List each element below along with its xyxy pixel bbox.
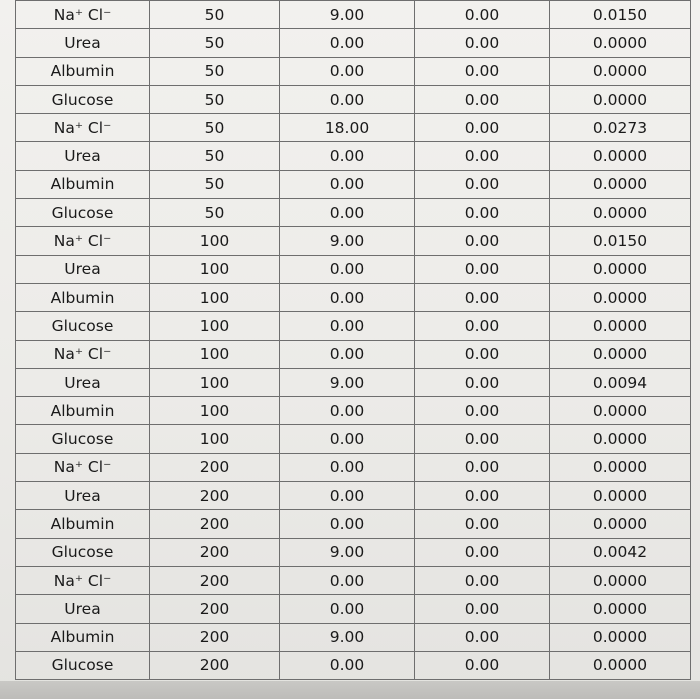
pressure-cell: 0.00	[415, 312, 550, 340]
mwco-cell: 200	[150, 538, 280, 566]
mwco-cell: 50	[150, 114, 280, 142]
solute-cell: Urea	[16, 482, 150, 510]
solute-cell: Glucose	[16, 199, 150, 227]
rate-cell: 0.0000	[550, 57, 691, 85]
mwco-cell: 100	[150, 283, 280, 311]
concentration-cell: 0.00	[280, 566, 415, 594]
table-row	[16, 227, 691, 255]
pressure-cell: 0.00	[415, 142, 550, 170]
rate-cell: 0.0000	[550, 199, 691, 227]
mwco-cell: 200	[150, 623, 280, 651]
solute-cell: Glucose	[16, 425, 150, 453]
rate-cell: 0.0000	[550, 566, 691, 594]
concentration-cell: 0.00	[280, 283, 415, 311]
table-row	[16, 340, 691, 368]
mwco-cell: 100	[150, 368, 280, 396]
table-row	[16, 312, 691, 340]
rate-cell: 0.0042	[550, 538, 691, 566]
mwco-cell: 200	[150, 453, 280, 481]
solute-cell: Urea	[16, 255, 150, 283]
concentration-cell: 0.00	[280, 425, 415, 453]
pressure-cell: 0.00	[415, 538, 550, 566]
table-row	[16, 114, 691, 142]
pressure-cell: 0.00	[415, 227, 550, 255]
pressure-cell: 0.00	[415, 368, 550, 396]
pressure-cell: 0.00	[415, 623, 550, 651]
pressure-cell: 0.00	[415, 57, 550, 85]
concentration-cell: 0.00	[280, 482, 415, 510]
rate-cell: 0.0000	[550, 397, 691, 425]
concentration-cell: 0.00	[280, 57, 415, 85]
concentration-cell: 0.00	[280, 651, 415, 679]
concentration-cell: 0.00	[280, 397, 415, 425]
rate-cell: 0.0273	[550, 114, 691, 142]
mwco-cell: 200	[150, 482, 280, 510]
solute-cell: Na⁺ Cl⁻	[16, 453, 150, 481]
pressure-cell: 0.00	[415, 425, 550, 453]
solute-cell: Glucose	[16, 538, 150, 566]
pressure-cell: 0.00	[415, 199, 550, 227]
table-row	[16, 510, 691, 538]
table-row	[16, 170, 691, 198]
table-row	[16, 199, 691, 227]
concentration-cell: 9.00	[280, 623, 415, 651]
mwco-cell: 50	[150, 170, 280, 198]
table-row	[16, 283, 691, 311]
rate-cell: 0.0094	[550, 368, 691, 396]
concentration-cell: 9.00	[280, 227, 415, 255]
table-row	[16, 482, 691, 510]
pressure-cell: 0.00	[415, 29, 550, 57]
concentration-cell: 18.00	[280, 114, 415, 142]
concentration-cell: 9.00	[280, 368, 415, 396]
pressure-cell: 0.00	[415, 397, 550, 425]
concentration-cell: 0.00	[280, 199, 415, 227]
solute-cell: Na⁺ Cl⁻	[16, 340, 150, 368]
mwco-cell: 100	[150, 255, 280, 283]
rate-cell: 0.0000	[550, 623, 691, 651]
rate-cell: 0.0150	[550, 1, 691, 29]
table-row	[16, 538, 691, 566]
pressure-cell: 0.00	[415, 85, 550, 113]
mwco-cell: 200	[150, 595, 280, 623]
concentration-cell: 0.00	[280, 142, 415, 170]
rate-cell: 0.0000	[550, 85, 691, 113]
concentration-cell: 0.00	[280, 312, 415, 340]
rate-cell: 0.0000	[550, 170, 691, 198]
pressure-cell: 0.00	[415, 651, 550, 679]
rate-cell: 0.0150	[550, 227, 691, 255]
pressure-cell: 0.00	[415, 595, 550, 623]
table-row	[16, 425, 691, 453]
rate-cell: 0.0000	[550, 283, 691, 311]
rate-cell: 0.0000	[550, 425, 691, 453]
solute-cell: Albumin	[16, 510, 150, 538]
pressure-cell: 0.00	[415, 482, 550, 510]
rate-cell: 0.0000	[550, 651, 691, 679]
concentration-cell: 0.00	[280, 595, 415, 623]
solute-cell: Albumin	[16, 283, 150, 311]
mwco-cell: 50	[150, 1, 280, 29]
mwco-cell: 50	[150, 199, 280, 227]
concentration-cell: 0.00	[280, 510, 415, 538]
solute-cell: Glucose	[16, 312, 150, 340]
rate-cell: 0.0000	[550, 142, 691, 170]
pressure-cell: 0.00	[415, 283, 550, 311]
rate-cell: 0.0000	[550, 255, 691, 283]
mwco-cell: 100	[150, 397, 280, 425]
concentration-cell: 0.00	[280, 255, 415, 283]
solute-cell: Na⁺ Cl⁻	[16, 1, 150, 29]
table-row	[16, 595, 691, 623]
solute-cell: Urea	[16, 29, 150, 57]
pressure-cell: 0.00	[415, 340, 550, 368]
table-row	[16, 57, 691, 85]
solute-cell: Albumin	[16, 623, 150, 651]
solute-cell: Urea	[16, 595, 150, 623]
mwco-cell: 100	[150, 340, 280, 368]
mwco-cell: 100	[150, 312, 280, 340]
pressure-cell: 0.00	[415, 510, 550, 538]
table-row	[16, 1, 691, 29]
solute-cell: Urea	[16, 368, 150, 396]
mwco-cell: 200	[150, 510, 280, 538]
solute-cell: Na⁺ Cl⁻	[16, 114, 150, 142]
results-table	[15, 0, 691, 680]
concentration-cell: 0.00	[280, 85, 415, 113]
table-row	[16, 651, 691, 679]
results-table-body	[16, 1, 691, 680]
pressure-cell: 0.00	[415, 255, 550, 283]
mwco-cell: 200	[150, 651, 280, 679]
rate-cell: 0.0000	[550, 482, 691, 510]
mwco-cell: 50	[150, 57, 280, 85]
pressure-cell: 0.00	[415, 114, 550, 142]
mwco-cell: 50	[150, 29, 280, 57]
sheet-bottom-edge	[0, 681, 700, 699]
solute-cell: Glucose	[16, 85, 150, 113]
concentration-cell: 0.00	[280, 29, 415, 57]
mwco-cell: 50	[150, 85, 280, 113]
table-row	[16, 29, 691, 57]
pressure-cell: 0.00	[415, 1, 550, 29]
concentration-cell: 9.00	[280, 538, 415, 566]
concentration-cell: 0.00	[280, 453, 415, 481]
rate-cell: 0.0000	[550, 510, 691, 538]
solute-cell: Albumin	[16, 170, 150, 198]
solute-cell: Glucose	[16, 651, 150, 679]
concentration-cell: 9.00	[280, 1, 415, 29]
rate-cell: 0.0000	[550, 29, 691, 57]
solute-cell: Urea	[16, 142, 150, 170]
table-row	[16, 85, 691, 113]
concentration-cell: 0.00	[280, 170, 415, 198]
rate-cell: 0.0000	[550, 340, 691, 368]
solute-cell: Albumin	[16, 397, 150, 425]
table-row	[16, 255, 691, 283]
table-row	[16, 397, 691, 425]
concentration-cell: 0.00	[280, 340, 415, 368]
pressure-cell: 0.00	[415, 170, 550, 198]
pressure-cell: 0.00	[415, 453, 550, 481]
mwco-cell: 100	[150, 425, 280, 453]
mwco-cell: 50	[150, 142, 280, 170]
solute-cell: Na⁺ Cl⁻	[16, 566, 150, 594]
table-row	[16, 566, 691, 594]
solute-cell: Na⁺ Cl⁻	[16, 227, 150, 255]
table-row	[16, 368, 691, 396]
pressure-cell: 0.00	[415, 566, 550, 594]
rate-cell: 0.0000	[550, 312, 691, 340]
table-row	[16, 453, 691, 481]
table-row	[16, 623, 691, 651]
mwco-cell: 100	[150, 227, 280, 255]
mwco-cell: 200	[150, 566, 280, 594]
rate-cell: 0.0000	[550, 595, 691, 623]
rate-cell: 0.0000	[550, 453, 691, 481]
table-row	[16, 142, 691, 170]
solute-cell: Albumin	[16, 57, 150, 85]
